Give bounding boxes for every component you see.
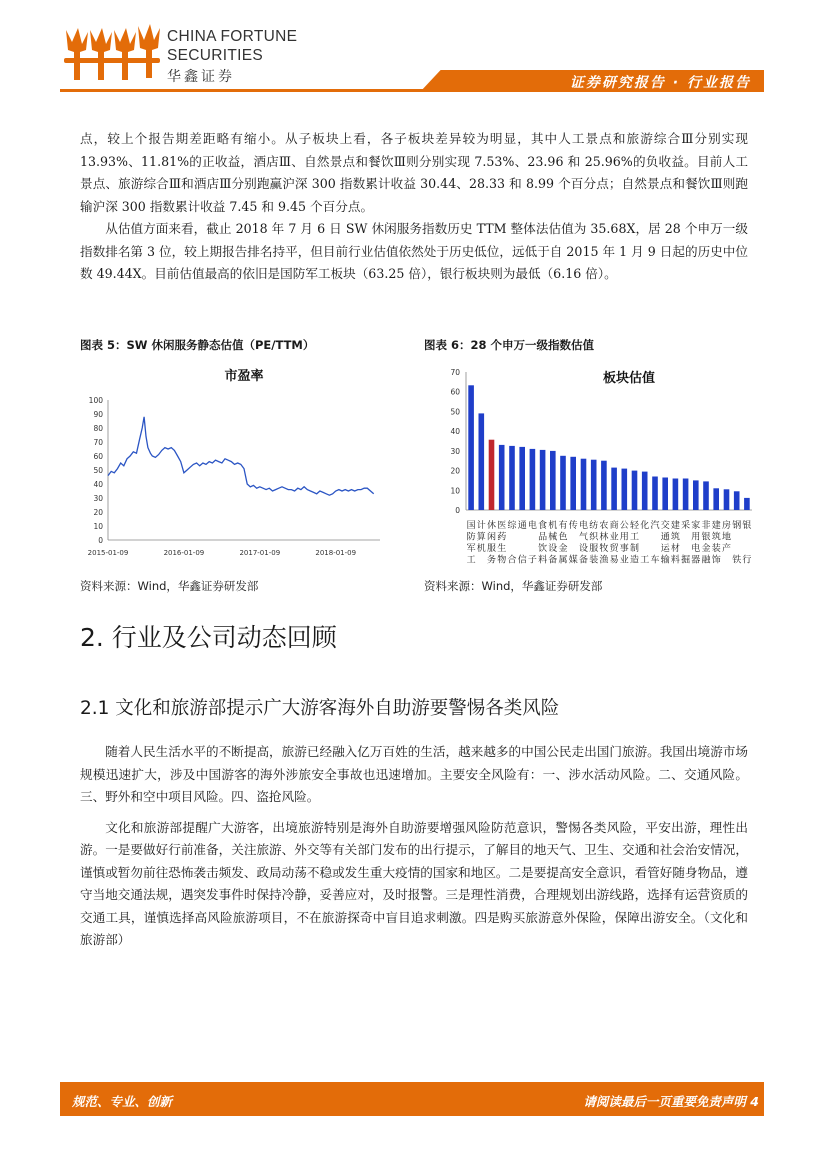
bar-label-char: 造 [629, 555, 640, 566]
bar-label-char: 地 [721, 532, 732, 543]
bar-label-char: 非 [701, 521, 711, 531]
bar-20 [673, 479, 679, 511]
bar-label-char: 运 [660, 544, 670, 554]
line-chart-y-tick: 40 [93, 480, 103, 489]
bar-label-char: 事 [619, 544, 629, 554]
bar-label-char: 电 [527, 521, 537, 531]
bar-label-char: 装 [589, 555, 599, 566]
figure6-caption: 图表 6：28 个申万一级指数估值 [424, 338, 595, 352]
line-chart-y-tick: 60 [93, 452, 103, 461]
page-number: 4 [750, 1094, 759, 1109]
bar-label-char: 工 [640, 555, 650, 566]
bar-4 [509, 446, 515, 510]
bar-8 [550, 451, 556, 510]
bar-label-char: 合 [507, 555, 517, 566]
bar-label-char: 器 [691, 555, 701, 566]
bar-label-char: 防 [466, 532, 476, 543]
bar-label-char: 用 [619, 532, 629, 543]
bar-label-char: 用 [691, 532, 701, 543]
line-chart-y-tick: 50 [93, 466, 103, 475]
bar-chart-y-tick: 20 [450, 466, 460, 476]
disclaimer-notice: 请阅读最后一页重要免责声明 [583, 1094, 746, 1109]
bar-18 [652, 477, 658, 511]
brand-name-en-1: CHINA FORTUNE [167, 28, 298, 45]
bar-19 [662, 478, 668, 511]
bar-label-char: 料 [670, 555, 680, 566]
bar-25 [724, 489, 730, 510]
intro-paragraph-2: 从估值方面来看，截止 2018 年 7 月 6 日 SW 休闲服务指数历史 TTM 整体法估值为 35.68X，居 28 个申万一级指数排名第 3 位，较上期报告排名持平，但目前行业估值依然处于历史低位，远低于自 2015 年 1 月 9 日起的历史中位数 49.44X。目前估值最高的依旧是国防军工板块（63.25 倍），银行板块则为最低（6.16 倍）。 [80, 221, 748, 281]
bar-label-char: 备 [548, 555, 558, 566]
bar-label-char: 属 [558, 555, 568, 566]
bar-label-char: 制 [629, 544, 640, 554]
line-chart-y-tick: 10 [93, 522, 103, 531]
bar-label-char: 业 [609, 532, 619, 543]
bar-label-char: 械 [548, 532, 558, 543]
footer-motto: 规范、专业、创新 [72, 1094, 173, 1109]
figure5-caption: 图表 5：SW 休闲服务静态估值（PE/TTM） [80, 338, 315, 352]
bar-label-char: 交 [660, 521, 670, 531]
bar-label-char: 材 [670, 544, 680, 554]
brand-name-en-2: SECURITIES [167, 47, 264, 64]
bar-label-char: 综 [507, 521, 517, 531]
bar-7 [540, 450, 546, 510]
footer-notice [583, 1092, 759, 1110]
bar-chart-y-tick: 30 [450, 446, 460, 456]
line-chart-y-tick: 30 [93, 494, 103, 503]
bar-label-char: 采 [681, 521, 691, 531]
bar-chart-y-tick: 60 [450, 387, 460, 397]
brand-name-cn: 华鑫证券 [167, 69, 235, 85]
bar-label-char: 医 [497, 521, 507, 531]
line-chart-x-tick: 2016-01-09 [163, 549, 205, 557]
bar-label-char: 设 [578, 544, 589, 554]
line-chart-x-tick: 2015-01-09 [87, 549, 129, 557]
bar-label-char: 公 [619, 521, 629, 531]
bar-2 [489, 440, 495, 510]
bar-label-char: 筑 [670, 532, 680, 543]
bar-label-char: 汽 [650, 521, 660, 531]
bar-label-char: 产 [721, 544, 732, 554]
body-paragraph-2: 文化和旅游部提醒广大游客，出境旅游特别是海外自助游要增强风险防范意识，警惕各类风险，平安出游，理性出游。一是要做好行前准备，关注旅游、外交等有关部门发布的出行提示，了解目的地天气、卫生、交通和社会治安情况，谨慎或暂勿前往恐怖袭击频发、政局动荡不稳或发生重大疫情的国家和地区。二是要提高安全意识，看管好随身物品，遵守当地交通法规，遇突发事件时保持冷静，妥善应对，及时报警。三是理性消费，合理规划出游线路，选择有运营资质的交通工具，谨慎选择高风险旅游项目，不在旅游探奇中盲目追求刺激。四是购买旅游意外保险，保障出游安全。（文化和旅游部） [80, 819, 748, 947]
bar-17 [642, 472, 648, 510]
bar-13 [601, 461, 607, 510]
bar-27 [744, 498, 750, 510]
bar-label-char: 金 [558, 544, 568, 554]
section-heading: 2. 行业及公司动态回顾 [80, 623, 337, 652]
bar-label-char: 生 [497, 544, 507, 554]
bar-label-char: 通 [517, 521, 527, 531]
figure5-source: 资料来源：Wind，华鑫证券研发部 [80, 579, 259, 593]
bar-16 [632, 471, 638, 510]
bar-1 [479, 413, 485, 510]
bar-label-char: 融 [701, 555, 711, 566]
bar-label-char: 饰 [711, 555, 721, 566]
bar-label-char: 建 [711, 521, 721, 531]
bar-label-char: 铁 [732, 555, 742, 566]
bar-label-char: 农 [599, 521, 609, 531]
bar-label-char: 通 [660, 532, 670, 543]
bar-label-char: 建 [670, 521, 680, 531]
bar-label-char: 务 [486, 555, 497, 566]
line-chart-title: 市盈率 [224, 369, 264, 384]
bar-label-char: 金 [701, 544, 711, 554]
line-chart-y-tick: 100 [88, 396, 103, 405]
bar-3 [499, 445, 505, 510]
bar-chart-y-tick: 10 [450, 486, 460, 496]
bar-label-char: 闲 [486, 532, 497, 543]
line-chart-series-pe [108, 417, 374, 495]
bar-label-char: 林 [599, 532, 609, 543]
bar-label-char: 物 [497, 555, 507, 566]
bar-26 [734, 491, 740, 510]
bar-label-char: 服 [486, 544, 497, 554]
bar-label-char: 易 [609, 555, 619, 566]
bar-label-char: 行 [742, 555, 752, 566]
report-type-label: 证券研究报告 · 行业报告 [569, 75, 751, 91]
bar-label-char: 车 [650, 555, 660, 566]
bar-label-char: 家 [691, 521, 701, 531]
bar-label-char: 饮 [538, 544, 548, 554]
line-chart-y-tick: 20 [93, 508, 103, 517]
line-chart-y-tick: 80 [93, 424, 103, 433]
intro-paragraph-1: 点，较上个报告期差距略有缩小。从子板块上看，各子板块差异较为明显，其中人工景点和旅游综合Ⅲ分别实现 13.93%、11.81%的正收益，酒店Ⅲ、自然景点和餐饮Ⅲ则分别实现 7.53%、23.96 和 25.96%的负收益。目前人工景点、旅游综合Ⅲ和酒店Ⅲ分别跑赢沪深 300 指数累计收益 30.44、28.33 和 8.99 个百分点；自然景点和餐饮Ⅲ则跑输沪深 300 指数累计收益 7.45 和 9.45 个百分点。 [80, 131, 748, 214]
bar-label-char: 气 [578, 532, 589, 543]
bar-label-char: 设 [548, 544, 558, 554]
bar-22 [693, 480, 699, 510]
bar-label-char: 贸 [609, 544, 619, 554]
bar-label-char: 药 [497, 532, 507, 543]
body-text [80, 741, 748, 952]
bar-10 [570, 457, 576, 510]
bar-chart-y-tick: 0 [455, 506, 460, 515]
bar-label-char: 纺 [589, 521, 599, 531]
bar-chart-y-tick: 70 [450, 368, 460, 377]
bar-15 [622, 469, 628, 510]
bar-label-char: 工 [629, 532, 640, 543]
bar-label-char: 织 [589, 532, 599, 543]
bar-label-char: 计 [476, 521, 486, 531]
bar-label-char: 国 [466, 521, 476, 531]
bar-label-char: 子 [527, 555, 537, 566]
bar-label-char: 业 [619, 555, 629, 566]
bar-label-char: 房 [721, 521, 732, 531]
bar-12 [591, 460, 597, 510]
bar-label-char: 钢 [732, 521, 742, 531]
bar-label-char: 机 [476, 544, 486, 554]
bar-label-char: 渔 [599, 555, 609, 566]
bar-label-char: 输 [660, 555, 670, 566]
bar-label-char: 掘 [681, 555, 691, 566]
line-chart-x-tick: 2017-01-09 [239, 549, 281, 557]
bar-label-char: 信 [517, 555, 527, 566]
company-logo [62, 22, 162, 84]
bar-9 [560, 456, 566, 510]
bar-label-char: 传 [568, 521, 578, 531]
bar-label-char: 装 [711, 544, 721, 554]
bar-6 [530, 449, 536, 510]
logo-torch-icon [62, 22, 162, 84]
bar-label-char: 有 [558, 521, 568, 531]
bar-chart-y-tick: 40 [450, 427, 460, 437]
bar-23 [703, 481, 709, 510]
bar-label-char: 电 [578, 521, 589, 531]
bar-label-char: 牧 [599, 544, 609, 554]
bar-label-char: 品 [538, 532, 548, 543]
bar-label-char: 商 [609, 521, 619, 531]
bar-label-char: 筑 [711, 532, 721, 543]
bar-label-char: 轻 [629, 521, 640, 531]
bar-label-char: 休 [486, 521, 497, 531]
bar-label-char: 色 [558, 532, 568, 543]
bar-label-char: 食 [538, 521, 548, 531]
bar-label-char: 银 [701, 532, 711, 543]
bar-24 [713, 488, 719, 510]
bar-label-char: 媒 [568, 555, 578, 566]
sector-valuation-bar-chart [424, 360, 764, 570]
bar-label-char: 军 [466, 544, 476, 554]
bar-label-char: 备 [578, 555, 589, 566]
bar-14 [611, 468, 617, 510]
line-chart-y-tick: 90 [93, 410, 103, 419]
bar-chart-title: 板块估值 [602, 371, 656, 386]
bar-11 [581, 459, 587, 510]
bar-label-char: 工 [466, 555, 476, 566]
bar-label-char: 算 [476, 532, 486, 543]
bar-label-char: 机 [548, 521, 558, 531]
bar-chart-y-tick: 50 [450, 407, 460, 417]
bar-label-char: 服 [589, 544, 599, 554]
figure6-source: 资料来源：Wind，华鑫证券研发部 [424, 579, 603, 593]
line-chart-y-tick: 70 [93, 438, 103, 447]
bar-5 [519, 447, 525, 510]
bar-label-char: 化 [640, 521, 650, 531]
body-paragraph-1: 随着人民生活水平的不断提高，旅游已经融入亿万百姓的生活，越来越多的中国公民走出国门旅游。我国出境游市场规模迅速扩大，涉及中国游客的海外涉旅安全事故也迅速增加。主要安全风险有：一、涉水活动风险。二、交通风险。三、野外和空中项目风险。四、盗抢风险。 [80, 744, 748, 804]
bar-label-char: 料 [538, 555, 548, 566]
pe-line-chart [80, 360, 390, 560]
subsection-heading: 2.1 文化和旅游部提示广大游客海外自助游要警惕各类风险 [80, 698, 560, 719]
bar-label-char: 银 [742, 521, 752, 531]
bar-21 [683, 479, 689, 511]
bar-label-char: 电 [691, 544, 701, 554]
line-chart-y-tick: 0 [98, 536, 103, 545]
bar-0 [468, 385, 474, 510]
line-chart-x-tick: 2018-01-09 [315, 549, 357, 557]
intro-text [80, 128, 748, 286]
